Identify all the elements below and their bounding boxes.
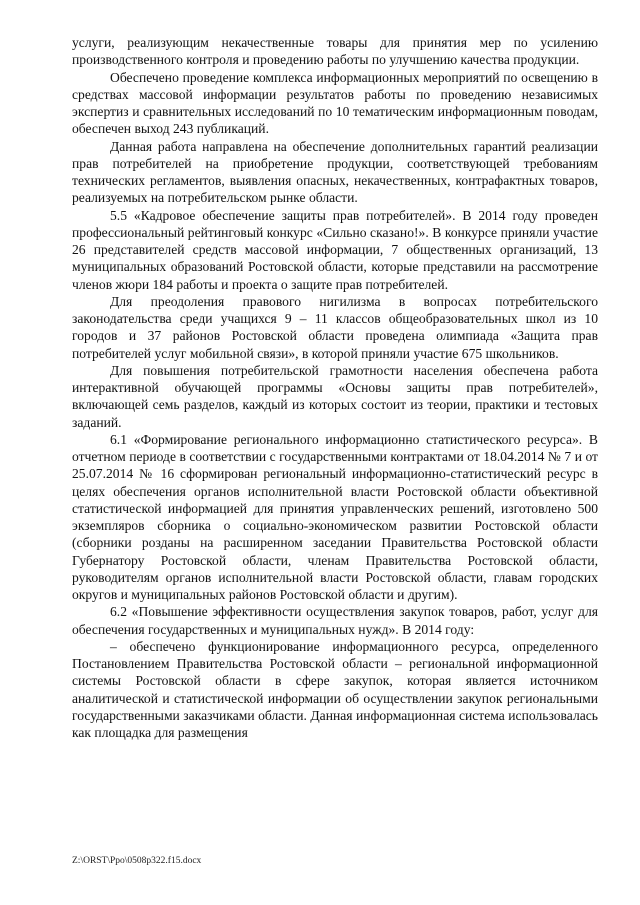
paragraph-interactive-program: Для повышения потребительской грамотности населения обеспечена работа интерактивной обучающей программы «Основы защиты прав потребителей», включающей семь разделов, каждый из которых состоит из теории, практики и тестовых заданий. [72, 362, 598, 430]
paragraph-section-5-5: 5.5 «Кадровое обеспечение защиты прав потребителей». В 2014 году проведен профессиональный рейтинговый конкурс «Сильно сказано!». В конкурсе приняли участие 26 представителей средств массовой информации, 7 общественных организаций, 13 муниципальных образований Ростовской области, которые представили на рассмотрение членов жюри 184 работы и проекта о защите прав потребителей. [72, 207, 598, 292]
paragraph-information-events: Обеспечено проведение комплекса информационных мероприятий по освещению в средствах массовой информации результатов работы по проведению независимых экспертиз и сравнительных исследований по 10 тематическим информационным поводам, обеспечен выход 243 публикаций. [72, 69, 598, 137]
paragraph-procurement-system: – обеспечено функционирование информационного ресурса, определенного Постановлением Правительства Ростовской области – региональной информационной системы Ростовской области в сфере закупок, которая является источником аналитической и статистической информации об осуществлении закупок региональными государственными заказчиками области. Данная информационная система использовалась как площадка для размещения [72, 638, 598, 740]
footer-file-path: Z:\ORST\Ppo\0508p322.f15.docx [72, 856, 202, 866]
paragraph-consumer-guarantees: Данная работа направлена на обеспечение дополнительных гарантий реализации прав потребителей на приобретение продукции, соответствующей требованиям технических регламентов, выявления опасных, некачественных, контрафактных товаров, реализуемых на потребительском рынке области. [72, 138, 598, 206]
paragraph-section-6-2: 6.2 «Повышение эффективности осуществления закупок товаров, работ, услуг для обеспечения государственных и муниципальных нужд». В 2014 году: [72, 604, 598, 637]
document-page [72, 34, 598, 741]
paragraph-olympiad: Для преодоления правового нигилизма в вопросах потребительского законодательства среди учащихся 9 – 11 классов общеобразовательных школ из 10 городов и 37 районов Ростовской области проведена олимпиада «Защита прав потребителей услуг мобильной связи», в которой приняли участие 675 школьников. [72, 293, 598, 361]
paragraph-continuation: услуги, реализующим некачественные товары для принятия мер по усилению производственного контроля и проведению работы по улучшению качества продукции. [72, 35, 598, 68]
paragraph-section-6-1: 6.1 «Формирование регионального информационно статистического ресурса». В отчетном периоде в соответствии с государственными контрактами от 18.04.2014 № 7 и от 25.07.2014 № 16 сформирован региональный информационно-статистический ресурс в целях обеспечения органов исполнительной власти Ростовской области объективной статистической информацией для принятия управленческих решений, изготовлено 500 экземпляров сборника о социально-экономическом развитии Ростовской области (сборники розданы на расширенном заседании Правительства Ростовской области Губернатору Ростовской области, членам Правительства Ростовской области, руководителям органов исполнительной власти Ростовской области, главам городских округов и муниципальных районов Ростовской области и другим). [72, 431, 598, 602]
